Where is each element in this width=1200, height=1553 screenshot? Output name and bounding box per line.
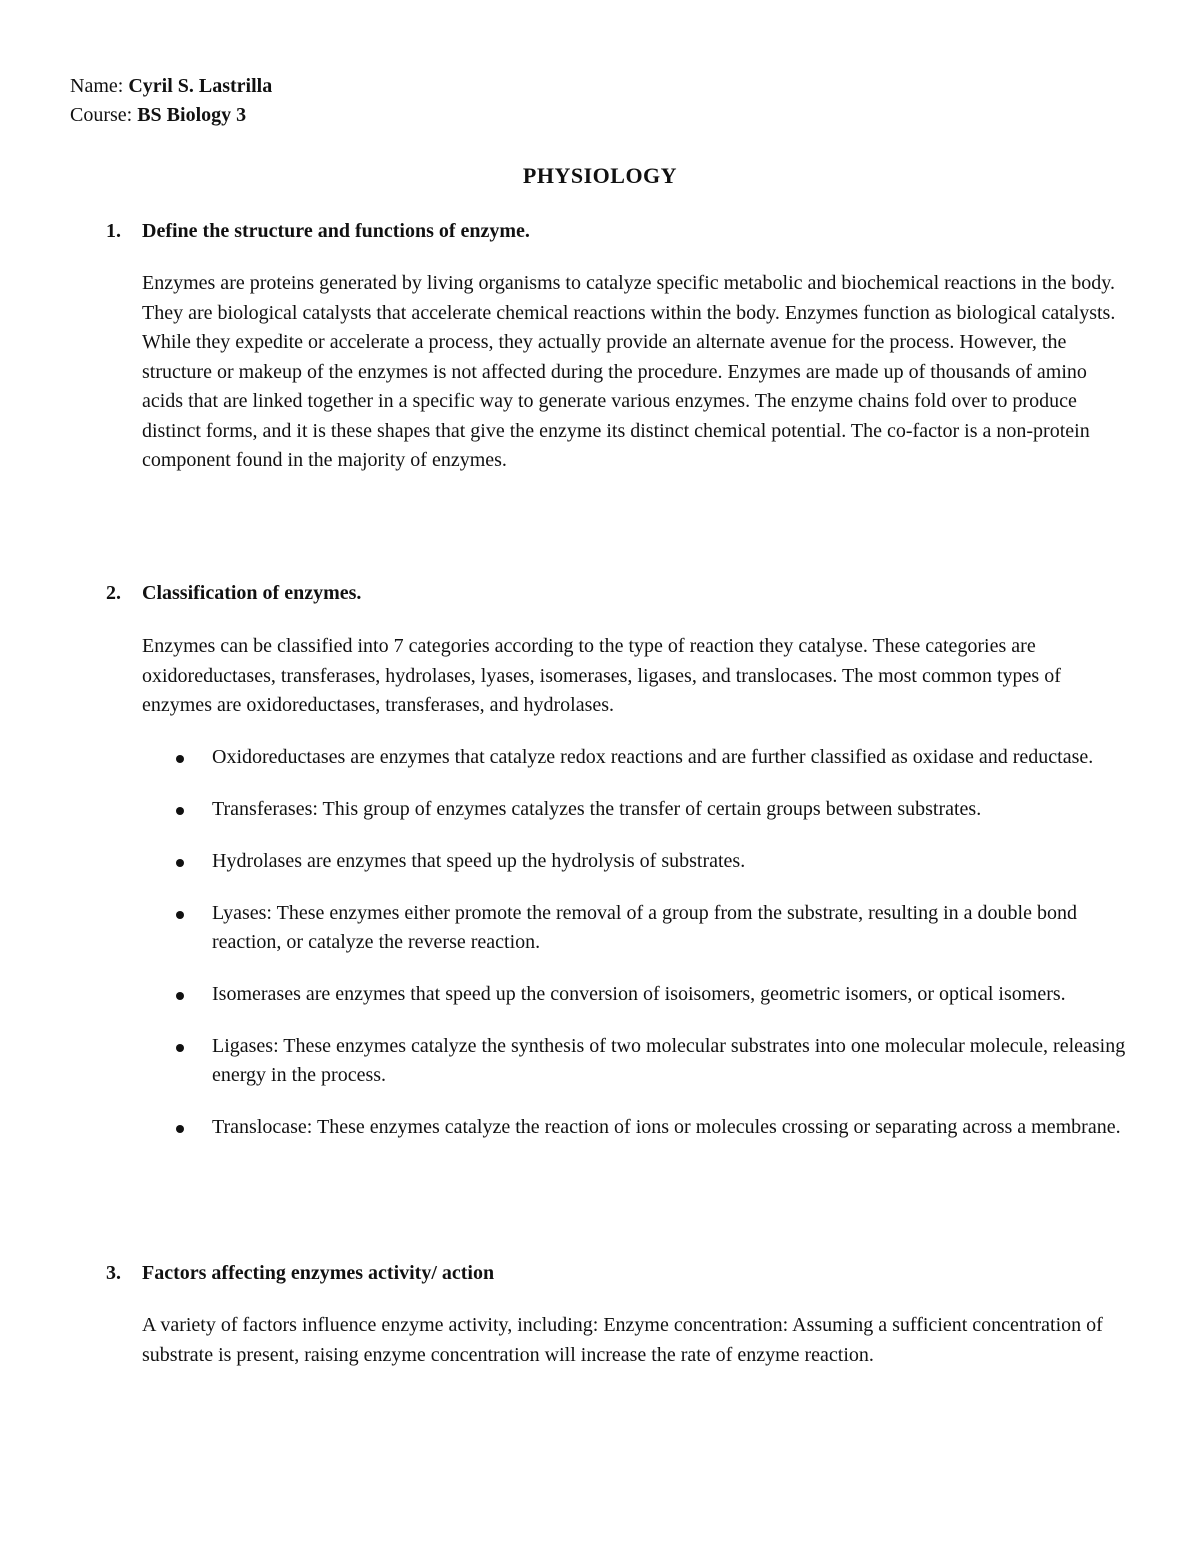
- list-item-text: Lyases: These enzymes either promote the removal of a group from the substrate, resulting in a double bond reaction, or catalyze the reverse reaction.: [212, 902, 1077, 953]
- bullet-icon: [176, 911, 184, 919]
- list-item: [142, 899, 1132, 957]
- enzyme-class-list: [142, 743, 1132, 1165]
- list-item: [142, 847, 1132, 876]
- section-2-number: 2.: [106, 582, 121, 604]
- course-label: Course:: [70, 104, 133, 126]
- bullet-icon: [176, 807, 184, 815]
- list-item: [142, 1113, 1132, 1142]
- document-title: PHYSIOLOGY: [522, 163, 678, 188]
- list-item: [142, 743, 1132, 772]
- section-1-heading: [106, 217, 530, 245]
- section-2-paragraph: Enzymes can be classified into 7 categories according to the type of reaction they catalyse. These categories are oxidoreductases, transferases, hydrolases, lyases, isomerases, ligases, and translocases. The most common types of enzymes are oxidoreductases, transferases, and hydrolases.: [142, 635, 1061, 716]
- section-2-title: Classification of enzymes.: [142, 582, 362, 604]
- bullet-icon: [176, 859, 184, 867]
- section-3-heading: [106, 1259, 494, 1287]
- student-name: Cyril S. Lastrilla: [128, 75, 273, 97]
- name-line: [70, 72, 272, 100]
- section-2-heading: [106, 579, 361, 607]
- bullet-icon: [176, 755, 184, 763]
- list-item: [142, 980, 1132, 1009]
- section-1-title: Define the structure and functions of enzyme.: [142, 220, 530, 242]
- list-item-text: Isomerases are enzymes that speed up the conversion of isoisomers, geometric isomers, or optical isomers.: [212, 983, 1066, 1005]
- list-item-text: Ligases: These enzymes catalyze the synthesis of two molecular substrates into one molecular molecule, releasing energy in the process.: [212, 1035, 1126, 1086]
- section-3-number: 3.: [106, 1262, 121, 1284]
- list-item-text: Oxidoreductases are enzymes that catalyze redox reactions and are further classified as oxidase and reductase.: [212, 746, 1094, 768]
- section-1-paragraph: Enzymes are proteins generated by living organisms to catalyze specific metabolic and biochemical reactions in the body. They are biological catalysts that accelerate chemical reactions within the body. Enzymes function as biological catalysts. While they expedite or accelerate a process, they actually provide an alternate avenue for the process. However, the structure or makeup of the enzymes is not affected during the procedure. Enzymes are made up of thousands of amino acids that are linked together in a specific way to generate various enzymes. The enzyme chains fold over to produce distinct forms, and it is these shapes that give the enzyme its distinct chemical potential. The co-factor is a non-protein component found in the majority of enzymes.: [142, 272, 1116, 471]
- list-item-text: Hydrolases are enzymes that speed up the hydrolysis of substrates.: [212, 850, 746, 872]
- bullet-icon: [176, 1044, 184, 1052]
- section-3-paragraph: A variety of factors influence enzyme activity, including: Enzyme concentration: Assuming a sufficient concentration of substrate is present, raising enzyme concentration will increase the rate of enzyme reaction.: [142, 1314, 1103, 1366]
- bullet-icon: [176, 992, 184, 1000]
- list-item: [142, 1032, 1132, 1090]
- course-line: [70, 101, 246, 129]
- list-item: [142, 795, 1132, 824]
- bullet-icon: [176, 1125, 184, 1133]
- list-item-text: Translocase: These enzymes catalyze the reaction of ions or molecules crossing or separating across a membrane.: [212, 1116, 1121, 1138]
- section-3-title: Factors affecting enzymes activity/ action: [142, 1262, 495, 1284]
- course-name: BS Biology 3: [137, 104, 247, 126]
- list-item-text: Transferases: This group of enzymes catalyzes the transfer of certain groups between substrates.: [212, 798, 982, 820]
- name-label: Name:: [70, 75, 124, 97]
- section-1-number: 1.: [106, 220, 121, 242]
